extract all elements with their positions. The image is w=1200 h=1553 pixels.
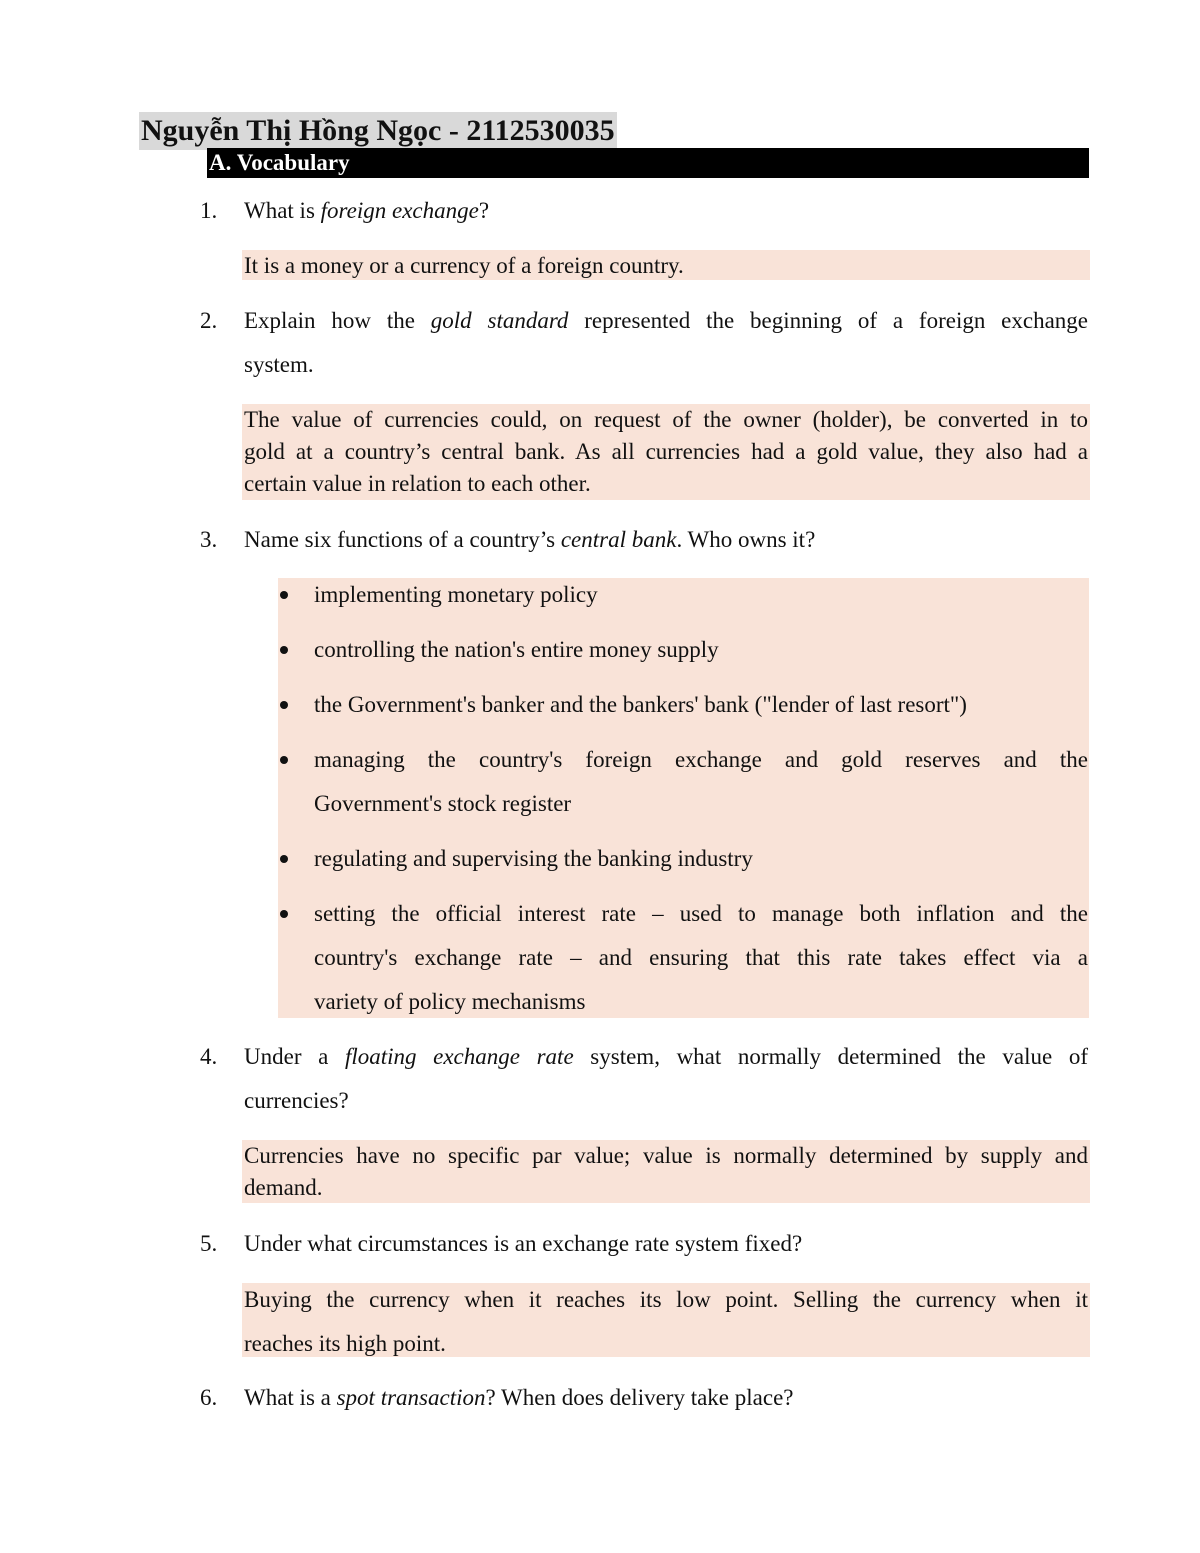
bullet-icon <box>280 756 288 764</box>
question-term: central bank <box>560 527 677 552</box>
question-number: 2. <box>200 308 218 333</box>
answer-1: It is a money or a currency of a foreign country. <box>244 253 684 278</box>
question-text: Under what circumstances is an exchange rate system fixed? <box>244 1231 803 1256</box>
answer-5-line-1: Buying the currency when it reaches its low point. Selling the currency when it <box>244 1287 1088 1312</box>
bullet-icon <box>280 646 288 654</box>
question-text-end: represented the beginning of a foreign exchange <box>568 308 1089 333</box>
list-item-text: implementing monetary policy <box>314 582 598 607</box>
question-term: floating exchange rate <box>344 1044 574 1069</box>
question-2-continued: system. <box>244 352 314 377</box>
question-text-end: ? <box>478 198 490 223</box>
question-term: foreign exchange <box>320 198 479 223</box>
section-heading: A. Vocabulary <box>207 148 1089 178</box>
question-text: What is a <box>244 1385 337 1410</box>
answer-2-line-2: gold at a country’s central bank. As all currencies had a gold value, they also had a <box>244 439 1088 464</box>
question-2 <box>200 299 1090 343</box>
list-item-text: setting the official interest rate – used to manage both inflation and the <box>314 901 1088 926</box>
question-6 <box>200 1376 1090 1420</box>
answer-2-line-3: certain value in relation to each other. <box>244 471 591 496</box>
list-item-text: Government's stock register <box>314 791 572 816</box>
question-text: Explain how the <box>244 308 431 333</box>
question-text: Under a <box>244 1044 345 1069</box>
bullet-icon <box>280 591 288 599</box>
question-4-continued: currencies? <box>244 1088 349 1113</box>
student-name-heading: Nguyễn Thị Hồng Ngọc - 2112530035 <box>139 112 617 150</box>
list-item-text: country's exchange rate – and ensuring that this rate takes effect via a <box>314 945 1088 970</box>
list-item-text: the Government's banker and the bankers' bank ("lender of last resort") <box>314 692 967 717</box>
bullet-icon <box>280 701 288 709</box>
question-3 <box>200 518 1090 562</box>
question-1 <box>200 189 1090 233</box>
question-number: 5. <box>200 1231 218 1256</box>
answer-2-line-1: The value of currencies could, on request of the owner (holder), be converted in to <box>244 407 1088 432</box>
question-text: Name six functions of a country’s <box>244 527 561 552</box>
bullet-icon <box>280 855 288 863</box>
answer-4-line-2: demand. <box>244 1175 323 1200</box>
question-text-end: ? When does delivery take place? <box>485 1385 794 1410</box>
question-4 <box>200 1035 1090 1079</box>
answer-5-line-2: reaches its high point. <box>244 1331 446 1356</box>
question-term: spot transaction <box>336 1385 486 1410</box>
list-item-text: managing the country's foreign exchange and gold reserves and the <box>314 747 1088 772</box>
question-text-end: system, what normally determined the value of <box>573 1044 1088 1069</box>
question-number: 6. <box>200 1385 218 1410</box>
question-number: 1. <box>200 198 218 223</box>
question-number: 3. <box>200 527 218 552</box>
list-item-text: regulating and supervising the banking industry <box>314 846 753 871</box>
question-5 <box>200 1222 1090 1266</box>
list-item-text: controlling the nation's entire money supply <box>314 637 719 662</box>
question-number: 4. <box>200 1044 218 1069</box>
answer-4-line-1: Currencies have no specific par value; value is normally determined by supply and <box>244 1143 1088 1168</box>
bullet-icon <box>280 910 288 918</box>
question-term: gold standard <box>430 308 569 333</box>
question-text-end: . Who owns it? <box>676 527 816 552</box>
list-item-text: variety of policy mechanisms <box>314 989 586 1014</box>
question-text: What is <box>244 198 321 223</box>
